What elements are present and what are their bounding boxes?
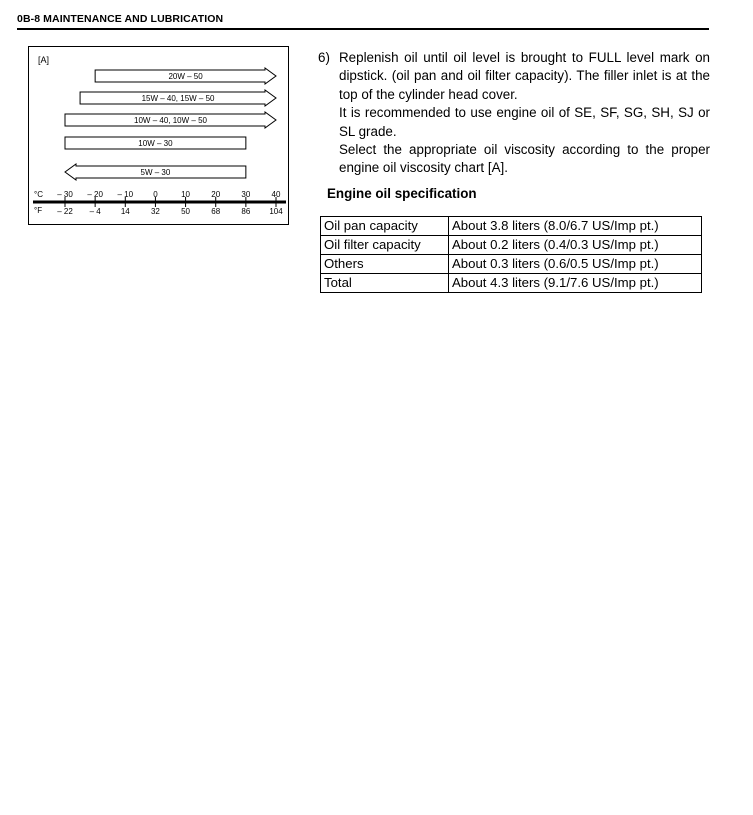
spec-item: Others [321, 255, 449, 274]
fahrenheit-tick-label: 68 [211, 207, 221, 216]
celsius-tick-label: 40 [271, 190, 281, 199]
table-row [321, 217, 702, 236]
spec-value: About 3.8 liters (8.0/6.7 US/Imp pt.) [449, 217, 702, 236]
spec-item: Oil pan capacity [321, 217, 449, 236]
spec-title: Engine oil specification [327, 186, 477, 201]
fahrenheit-tick-label: – 22 [57, 207, 73, 216]
spec-value: About 0.2 liters (0.4/0.3 US/Imp pt.) [449, 236, 702, 255]
engine-oil-spec-table [320, 216, 702, 293]
step-paragraph-1: Replenish oil until oil level is brought to FULL level mark on dipstick. (oil pan and oil filter capacity). The filler inlet is at the top of the cylinder head cover. [339, 50, 710, 102]
fahrenheit-tick-label: 50 [181, 207, 191, 216]
spec-item: Oil filter capacity [321, 236, 449, 255]
celsius-tick-label: 10 [181, 190, 191, 199]
spec-value: About 4.3 liters (9.1/7.6 US/Imp pt.) [449, 274, 702, 293]
viscosity-chart-svg [29, 47, 290, 226]
spec-value: About 0.3 liters (0.6/0.5 US/Imp pt.) [449, 255, 702, 274]
fahrenheit-tick-label: – 4 [89, 207, 101, 216]
fahrenheit-tick-label: 14 [120, 207, 130, 216]
step-paragraph-3: Select the appropriate oil viscosity according to the proper engine oil viscosity chart [A]. [339, 142, 710, 176]
celsius-tick-label: – 30 [57, 190, 73, 199]
step-number: 6) [318, 50, 330, 65]
table-row [321, 274, 702, 293]
step-paragraph-2: It is recommended to use engine oil of SE, SF, SG, SH, SJ or SL grade. [339, 105, 710, 139]
viscosity-bar-label: 5W – 30 [140, 168, 171, 177]
celsius-tick-label: – 20 [87, 190, 103, 199]
oil-viscosity-chart [28, 46, 289, 225]
chart-label: [A] [38, 55, 50, 65]
table-row [321, 255, 702, 274]
celsius-tick-label: 0 [153, 190, 158, 199]
header-title: 0B-8 MAINTENANCE AND LUBRICATION [17, 13, 224, 25]
page-header [17, 12, 709, 30]
fahrenheit-unit-label: °F [34, 206, 43, 215]
spec-item: Total [321, 274, 449, 293]
celsius-unit-label: °C [34, 190, 43, 199]
celsius-tick-label: – 10 [117, 190, 134, 199]
table-row [321, 236, 702, 255]
celsius-tick-label: 20 [211, 190, 221, 199]
viscosity-bar-label: 20W – 50 [168, 72, 203, 81]
celsius-tick-label: 30 [241, 190, 251, 199]
viscosity-bar-label: 10W – 40, 10W – 50 [134, 116, 207, 125]
fahrenheit-tick-label: 86 [241, 207, 251, 216]
viscosity-bar-label: 15W – 40, 15W – 50 [141, 94, 215, 103]
fahrenheit-tick-label: 104 [269, 207, 283, 216]
step-6 [318, 49, 710, 178]
fahrenheit-tick-label: 32 [150, 207, 160, 216]
viscosity-bar-label: 10W – 30 [138, 139, 173, 148]
